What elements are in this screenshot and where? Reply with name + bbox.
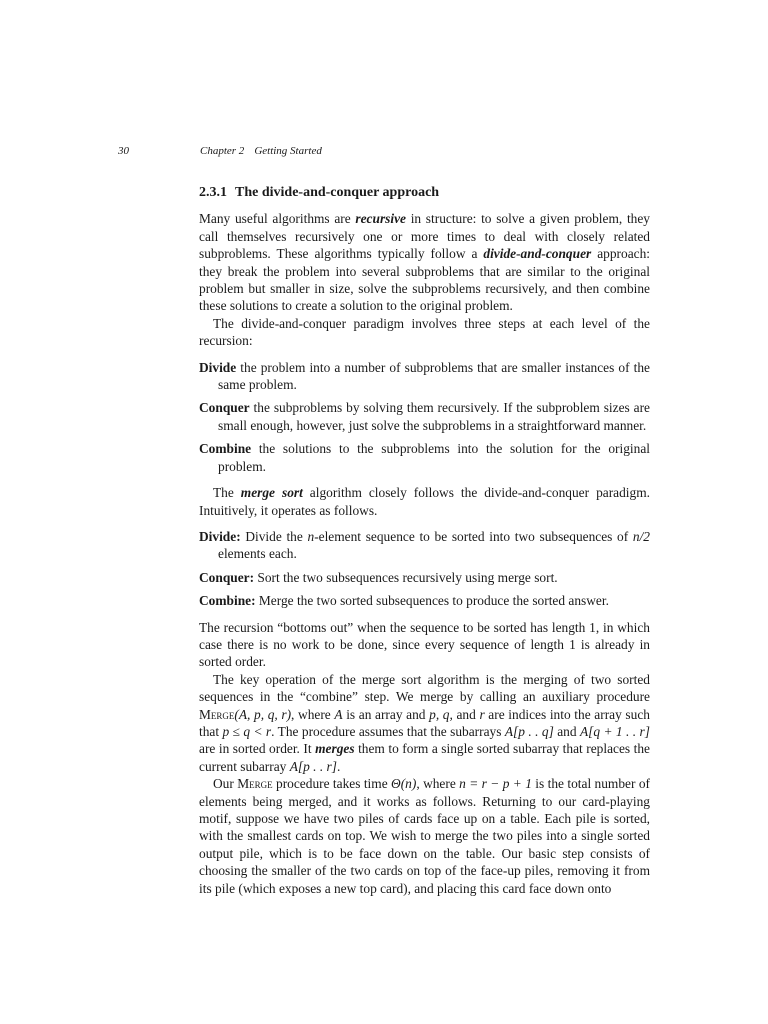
text: algorithm closely follows the divide-and-conquer paradigm. Intuitively, it operates as follows.: [199, 485, 650, 518]
step-term: Combine: [199, 441, 252, 457]
text: Many useful algorithms are: [199, 211, 356, 227]
math: (A, p, q, r): [234, 706, 292, 722]
math: A[p . . q]: [504, 723, 554, 739]
chapter-title: Getting Started: [254, 145, 322, 157]
math: n = r − p + 1: [459, 776, 532, 792]
text: and: [553, 723, 580, 739]
step-text: Merge the two sorted subsequences to produce the sorted answer.: [255, 593, 609, 609]
procedure-name: Merge: [199, 706, 235, 722]
step-term: Divide: [199, 359, 237, 375]
math: A[p . . r]: [289, 758, 337, 774]
procedure-name: Merge: [237, 776, 273, 792]
paradigm-steps: [199, 359, 650, 475]
paragraph-merge-time: [199, 775, 650, 897]
text: . The procedure assumes that the subarrays: [271, 723, 505, 739]
paragraph-merge-procedure: [199, 671, 650, 775]
text: The key operation of the merge sort algorithm is the merging of two sorted sequences in the “combine” step. We merge by calling an auxiliary procedure: [199, 671, 650, 705]
text: elements each.: [218, 546, 297, 562]
paragraph-intro: [199, 210, 650, 314]
step-conquer: [199, 399, 650, 434]
step-term: Conquer: [199, 400, 250, 416]
page-body: [199, 184, 650, 897]
text: are in sorted order. It: [199, 741, 316, 757]
paragraph-paradigm: The divide-and-conquer paradigm involves three steps at each level of the recursion:: [199, 315, 650, 349]
running-header: [200, 145, 322, 157]
step-term: Divide:: [199, 528, 241, 544]
text: .: [336, 758, 341, 774]
paragraph-merge-sort: [199, 484, 650, 519]
term-merge-sort: merge sort: [240, 485, 303, 501]
merge-step-divide: [199, 528, 650, 563]
text: are indices into the array such that: [199, 706, 650, 739]
text: The: [213, 485, 241, 501]
math: A: [334, 706, 343, 722]
math: A[q + 1 . . r]: [579, 723, 650, 739]
math: r: [479, 706, 485, 722]
step-text: the subproblems by solving them recursively. If the subproblem sizes are small enough, however, just solve the subproblems in a straightforward manner.: [218, 400, 650, 433]
section-number: 2.3.1: [199, 185, 227, 200]
text: -element sequence to be sorted into two subsequences of: [314, 528, 633, 544]
page-number: 30: [118, 145, 129, 157]
text: them to form a single sorted subarray that replaces the current subarray: [199, 741, 650, 774]
step-text: the solutions to the subproblems into the solution for the original problem.: [218, 441, 650, 474]
text: is an array and: [342, 706, 430, 722]
text: approach: they break the problem into several subproblems that are similar to the original problem but smaller in size, solve the subproblems recursively, and then combine these solutions to create a solution to the original problem.: [199, 246, 650, 314]
text: Divide the: [240, 528, 308, 544]
term-recursive: recursive: [355, 211, 406, 227]
math: n/2: [632, 528, 650, 544]
merge-step-conquer: [199, 569, 650, 586]
paragraph-recursion: The recursion “bottoms out” when the sequence to be sorted has length 1, in which case there is no work to be done, since every sequence of length 1 is already in sorted order.: [199, 619, 650, 670]
text: , where: [291, 706, 335, 722]
step-term: Conquer:: [199, 569, 255, 585]
text: in structure: to solve a given problem, they call themselves recursively one or more times to deal with closely related subproblems. These algorithms typically follow a: [199, 211, 650, 262]
text: procedure takes time: [272, 776, 392, 792]
step-combine: [199, 440, 650, 475]
math: p ≤ q < r: [222, 723, 272, 739]
merge-step-combine: [199, 592, 650, 609]
chapter-label: Chapter 2: [200, 145, 245, 157]
step-text: the problem into a number of subproblems that are smaller instances of the same problem.: [218, 359, 650, 393]
math: p, q,: [429, 706, 453, 722]
section-title: The divide-and-conquer approach: [235, 185, 440, 200]
text: , where: [416, 776, 460, 792]
text: Our: [213, 776, 238, 792]
step-term: Combine:: [199, 593, 256, 609]
math: Θ(n): [391, 776, 417, 792]
text: is the total number of elements being merged, and it works as follows. Returning to our card-playing motif, suppose we have two piles of cards face up on a table. Each pile is sorted, with the smallest cards on top. We wish to merge the two piles into a single sorted output pile, which is to be face down on the table. Our basic step consists of choosing the smaller of the two cards on top of the face-up piles, removing it from its pile (which exposes a new top card), and placing this card face down onto: [199, 776, 650, 896]
term-divide-and-conquer: divide-and-conquer: [483, 246, 592, 262]
math: n: [307, 528, 315, 544]
merge-sort-steps: [199, 528, 650, 610]
section-heading: [199, 184, 650, 201]
text: and: [452, 706, 480, 722]
step-text: Sort the two subsequences recursively using merge sort.: [254, 569, 558, 585]
step-divide: [199, 359, 650, 394]
term-merges: merges: [315, 741, 355, 757]
